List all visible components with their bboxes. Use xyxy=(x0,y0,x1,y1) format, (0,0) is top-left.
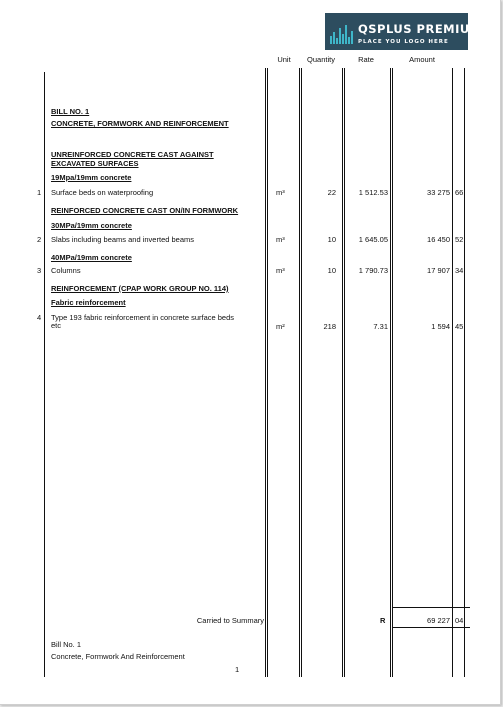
section-heading: REINFORCEMENT (CPAP WORK GROUP NO. 114) xyxy=(51,284,229,293)
total-amount: 69 227 xyxy=(427,616,450,625)
company-logo xyxy=(325,13,482,50)
item-rate: 1 645.05 xyxy=(358,235,388,244)
item-amount: 33 275 xyxy=(427,188,450,197)
item-unit: m³ xyxy=(276,235,285,244)
quantity-column-divider xyxy=(301,68,302,677)
item-description: Slabs including beams and inverted beams xyxy=(51,235,195,244)
item-rate: 7.31 xyxy=(373,322,388,331)
bill-number: BILL NO. 1 xyxy=(51,107,90,116)
item-number: 2 xyxy=(37,235,42,244)
item-rate: 1 512.53 xyxy=(358,188,388,197)
amount-column-divider xyxy=(390,68,391,677)
rate-column-header: Rate xyxy=(358,55,374,64)
item-amount: 17 907 xyxy=(427,266,450,275)
item-amount-cents: 66 xyxy=(455,188,464,197)
item-amount-cents: 34 xyxy=(455,266,464,275)
quantity-column-divider xyxy=(299,68,300,677)
section-heading: UNREINFORCED CONCRETE CAST AGAINST xyxy=(51,150,214,159)
item-unit: m³ xyxy=(276,188,285,197)
logo-subtitle: PLACE YOU LOGO HERE xyxy=(358,39,449,45)
section-heading: REINFORCED CONCRETE CAST ON/IN FORMWORK xyxy=(51,206,239,215)
bar-chart-icon xyxy=(329,22,355,46)
item-number: 1 xyxy=(37,188,42,197)
item-amount: 16 450 xyxy=(427,235,450,244)
unit-column-divider xyxy=(265,68,266,677)
footer-bill-title: Concrete, Formwork And Reinforcement xyxy=(51,652,185,661)
unit-column-header: Unit xyxy=(277,55,291,64)
rate-column-divider xyxy=(342,68,343,677)
item-quantity: 10 xyxy=(327,235,336,244)
cents-column-divider xyxy=(452,68,453,677)
item-rate: 1 790.73 xyxy=(358,266,388,275)
section-subheading: 30MPa/19mm concrete xyxy=(51,221,132,230)
item-quantity: 10 xyxy=(327,266,336,275)
item-description: Type 193 fabric reinforcement in concrete surface beds xyxy=(51,313,235,322)
quantity-column-header: Quantity xyxy=(307,55,335,64)
left-border-line xyxy=(44,72,45,677)
section-subheading: Fabric reinforcement xyxy=(51,298,126,307)
item-description: Columns xyxy=(51,266,81,275)
page-number: 1 xyxy=(235,665,240,674)
item-amount-cents: 45 xyxy=(455,322,464,331)
carried-to-summary-label: Carried to Summary xyxy=(196,616,264,625)
unit-column-divider xyxy=(267,68,268,677)
bill-title: CONCRETE, FORMWORK AND REINFORCEMENT xyxy=(51,119,229,128)
footer-bill-number: Bill No. 1 xyxy=(51,640,82,649)
rate-column-divider xyxy=(344,68,345,677)
item-number: 4 xyxy=(37,313,42,322)
currency-symbol: R xyxy=(380,616,386,625)
item-number: 3 xyxy=(37,266,42,275)
amount-column-header: Amount xyxy=(409,55,435,64)
section-subheading: 19Mpa/19mm concrete xyxy=(51,173,132,182)
item-quantity: 22 xyxy=(327,188,336,197)
total-amount-cents: 04 xyxy=(455,616,464,625)
section-subheading: 40MPa/19mm concrete xyxy=(51,253,132,262)
item-description-continued: etc xyxy=(51,321,62,330)
amount-column-divider xyxy=(392,68,393,677)
item-quantity: 218 xyxy=(323,322,336,331)
item-description: Surface beds on waterproofing xyxy=(51,188,154,197)
total-top-rule xyxy=(392,607,470,608)
right-border-line xyxy=(464,68,465,677)
total-bottom-rule xyxy=(392,627,470,628)
item-amount: 1 594 xyxy=(431,322,450,331)
logo-title: QSPLUS PREMIUM xyxy=(358,22,482,36)
item-unit: m² xyxy=(276,322,285,331)
item-amount-cents: 52 xyxy=(455,235,464,244)
item-unit: m³ xyxy=(276,266,285,275)
section-heading: EXCAVATED SURFACES xyxy=(51,159,139,168)
